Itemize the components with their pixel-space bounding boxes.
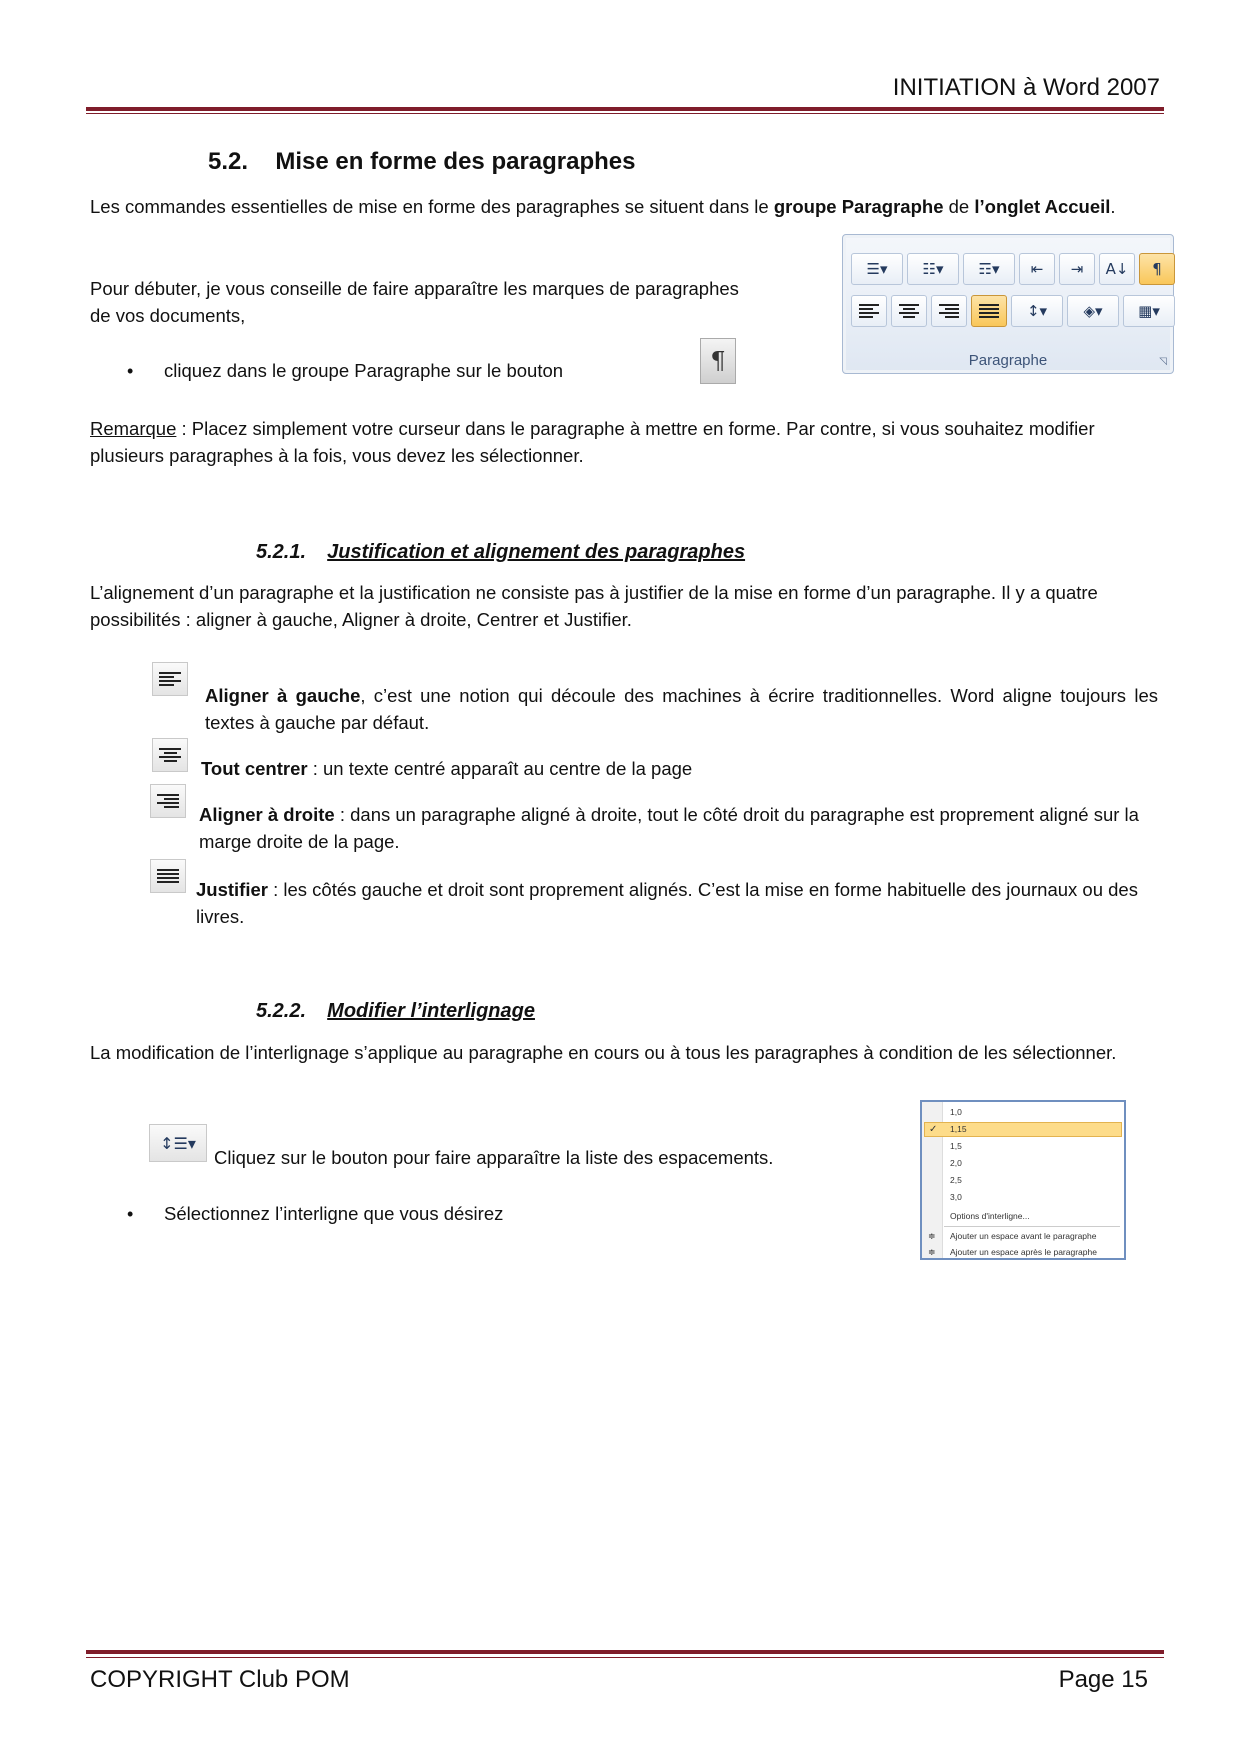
decrease-indent-icon[interactable]: ⇤ [1019, 253, 1055, 285]
intro-paragraph [90, 193, 1158, 220]
subsection-2-heading [256, 1000, 535, 1023]
remarque-label: Remarque [90, 418, 177, 439]
remarque-paragraph [90, 415, 1158, 469]
bullets-icon[interactable]: ☰▾ [851, 253, 903, 285]
header-rule [86, 107, 1164, 111]
intro-bold-2: l’onglet Accueil [974, 196, 1111, 217]
spacing-option-1-15[interactable]: 1,15 [950, 1124, 967, 1134]
add-space-after-item[interactable]: Ajouter un espace après le paragraphe [950, 1247, 1097, 1257]
align-item-center [201, 755, 1158, 782]
align-center-icon[interactable] [891, 295, 927, 327]
add-space-after-icon: ≑ [928, 1247, 936, 1257]
header-rule-thin [86, 113, 1164, 114]
intro-text-1: Les commandes essentielles de mise en forme des paragraphes se situent dans le [90, 196, 774, 217]
subsection-1-title: Justification et alignement des paragraphes [327, 541, 746, 563]
justify-small-icon [150, 859, 186, 893]
header-title: INITIATION à Word 2007 [892, 74, 1160, 101]
increase-indent-icon[interactable]: ⇥ [1059, 253, 1095, 285]
footer-rule [86, 1650, 1164, 1654]
footer-copyright: COPYRIGHT Club POM [90, 1666, 350, 1693]
intro-bold-1: groupe Paragraphe [773, 196, 944, 217]
align-center-text: : un texte centré apparaît au centre de la page [307, 758, 693, 779]
paragraph-ribbon-group [842, 234, 1174, 374]
section-heading [208, 148, 636, 176]
footer-page-number: Page 15 [1058, 1666, 1148, 1693]
spacing-option-3-0[interactable]: 3,0 [950, 1192, 962, 1202]
section-number: 5.2. [208, 148, 249, 175]
align-right-label: Aligner à droite [199, 804, 335, 825]
align-left-icon[interactable] [851, 295, 887, 327]
interligne-click-text: Cliquez sur le bouton pour faire apparaître la liste des espacements. [214, 1147, 774, 1168]
ribbon-group-label: Paragraphe [968, 352, 1048, 369]
align-left-small-icon [152, 662, 188, 696]
bullet-dot-1: • [127, 361, 134, 381]
add-space-before-icon: ≑ [928, 1231, 936, 1241]
align-right-text: : dans un paragraphe aligné à droite, tout le côté droit du paragraphe est proprement aligné sur la marge droite de la page. [199, 804, 1139, 852]
bullet-2-text: Sélectionnez l’interligne que vous désirez [164, 1203, 504, 1224]
footer-rule-thin [86, 1657, 1164, 1658]
remarque-text: : Placez simplement votre curseur dans le paragraphe à mettre en forme. Par contre, si vous souhaitez modifier plusieurs paragraphes à la fois, vous devez les sélectionner. [90, 418, 1095, 466]
numbering-icon[interactable]: ☷▾ [907, 253, 959, 285]
justify-label: Justifier [196, 879, 268, 900]
show-marks-icon[interactable]: ¶ [1139, 253, 1175, 285]
align-left-text: , c’est une notion qui découle des machines à écrire traditionnelles. Word aligne toujours les textes à gauche par défaut. [205, 685, 1158, 733]
menu-separator [944, 1226, 1120, 1227]
align-center-label: Tout centrer [201, 758, 308, 779]
spacing-option-1-0[interactable]: 1,0 [950, 1107, 962, 1117]
line-spacing-button-icon: ↕☰▾ [149, 1124, 207, 1162]
intro-text-2: de [943, 196, 975, 217]
section-title: Mise en forme des paragraphes [275, 148, 636, 175]
align-item-left [205, 682, 1158, 736]
subsection-2-number: 5.2.2. [256, 1000, 307, 1022]
sort-icon[interactable]: A↓ [1099, 253, 1135, 285]
ribbon-row-1 [851, 253, 1175, 285]
align-right-icon[interactable] [931, 295, 967, 327]
spacing-option-2-5[interactable]: 2,5 [950, 1175, 962, 1185]
borders-icon[interactable]: ▦▾ [1123, 295, 1175, 327]
ribbon-row-2 [851, 295, 1175, 327]
add-space-before-item[interactable]: Ajouter un espace avant le paragraphe [950, 1231, 1097, 1241]
line-spacing-icon[interactable]: ↕▾ [1011, 295, 1063, 327]
spacing-option-2-0[interactable]: 2,0 [950, 1158, 962, 1168]
interligne-intro: La modification de l’interlignage s’applique au paragraphe en cours ou à tous les paragraphes à condition de les sélectionner. [90, 1042, 1117, 1063]
align-item-right [199, 801, 1158, 855]
bullet-1-text: cliquez dans le groupe Paragraphe sur le bouton [164, 360, 564, 381]
align-item-justify [196, 876, 1158, 930]
alignment-intro: L’alignement d’un paragraphe et la justification ne consiste pas à justifier de la mise en forme d’un paragraphe. Il y a quatre possibilités : aligner à gauche, Aligner à droite, Centrer et Justifier. [90, 582, 1098, 630]
justify-icon[interactable] [971, 295, 1007, 327]
intro-text-3: . [1110, 196, 1116, 217]
spacing-option-1-5[interactable]: 1,5 [950, 1141, 962, 1151]
align-left-label: Aligner à gauche [205, 685, 361, 706]
dialog-launcher-icon[interactable]: ◹ [1159, 356, 1167, 367]
pilcrow-button[interactable]: ¶ [700, 338, 736, 384]
align-center-small-icon [152, 738, 188, 772]
spacing-options-item[interactable]: Options d'interligne... [950, 1211, 1030, 1221]
bullet-dot-2: • [127, 1204, 134, 1224]
check-icon: ✓ [929, 1124, 938, 1135]
line-spacing-menu [920, 1100, 1126, 1260]
subsection-1-heading [256, 541, 745, 564]
multilevel-list-icon[interactable]: ☶▾ [963, 253, 1015, 285]
subsection-1-number: 5.2.1. [256, 541, 307, 563]
subsection-2-title: Modifier l’interlignage [327, 1000, 535, 1022]
justify-text: : les côtés gauche et droit sont proprement alignés. C’est la mise en forme habituelle des journaux ou des livres. [196, 879, 1138, 927]
shading-icon[interactable]: ◈▾ [1067, 295, 1119, 327]
align-right-small-icon [150, 784, 186, 818]
debut-paragraph: Pour débuter, je vous conseille de faire apparaître les marques de paragraphes de vos documents, [90, 278, 739, 326]
